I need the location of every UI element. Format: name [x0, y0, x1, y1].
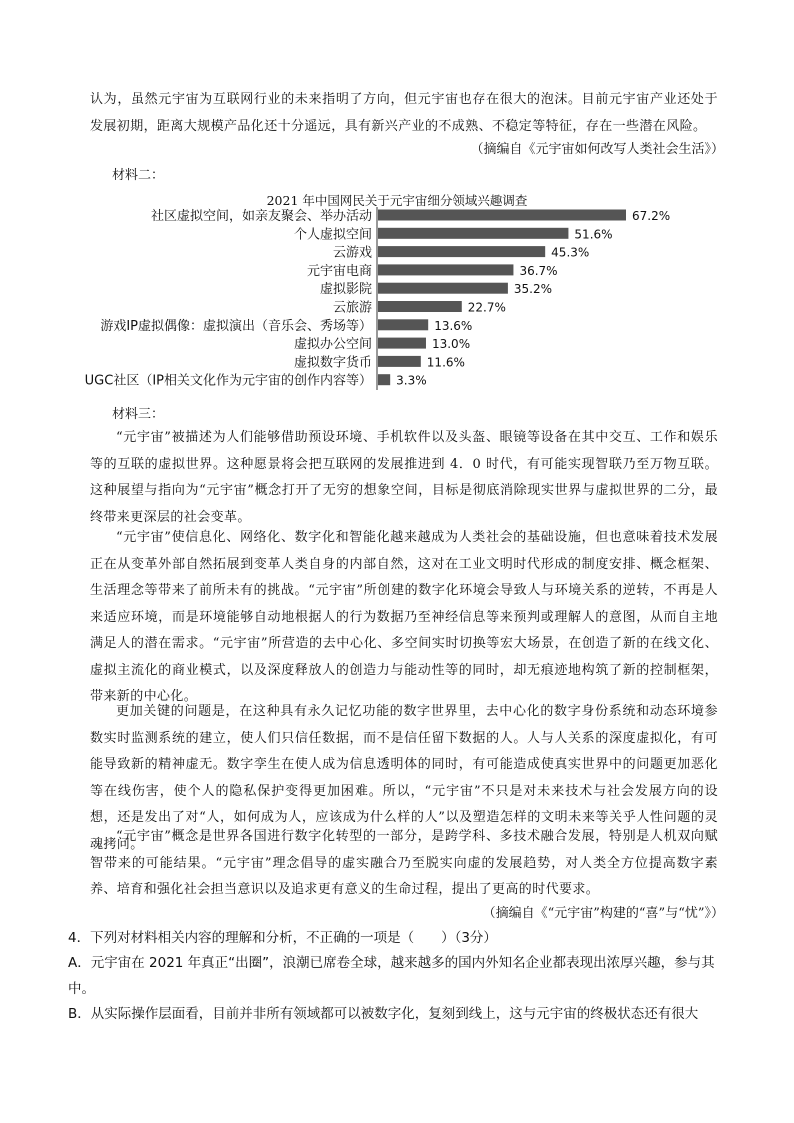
value-label: 13.0%	[431, 337, 471, 352]
chart-title: 2021 年中国网民关于元宇宙细分领域兴趣调查	[266, 193, 528, 208]
category-label: 虚拟影院	[319, 282, 372, 298]
bar	[378, 338, 426, 349]
material-3-label: 材料三：	[112, 407, 165, 422]
paragraph-3: 更加关键的问题是，在这种具有永久记忆功能的数字世界里，去中心化的数字身份系统和动态环境参数实时监测系统的建立，使人们只信任数据，而不是信任留下数据的人。人与人关系的深度虚拟化，有可能导致新的精神虚无。数字孪生在使人成为信息透明体的同时，有可能造成使真实世界中的问题更加恶化等在线伤害，使个人的隐私保护变得更加困难。所以，“元宇宙”不只是对未来技术与社会发展方向的设想，还是发出了对“人，如何成为人，应该成为什么样的人”以及塑造怎样的文明未来等关乎人性问题的灵魂拷问。	[90, 704, 718, 852]
bar	[378, 264, 513, 275]
category-label: UGC社区（IP相关文化作为元宇宙的创作内容等）	[84, 373, 372, 389]
question-4: 4．下列对材料相关内容的理解和分析，不正确的一项是（ ）（3分）	[68, 930, 497, 946]
bar	[378, 210, 626, 221]
bar	[378, 301, 462, 312]
value-label: 22.7%	[467, 300, 506, 315]
category-label: 元宇宙电商	[306, 263, 372, 279]
category-label: 虚拟办公空间	[293, 337, 372, 353]
value-label: 36.7%	[519, 263, 558, 278]
option-b: B．从实际操作层面看，目前并非所有领域都可以被数字化，复刻到线上，这与元宇宙的终极状态还有很大	[68, 1006, 699, 1022]
paragraph-4: “元宇宙”概念是世界各国进行数字化转型的一部分，是跨学科、多技术融合发展，特别是人机双向赋智带来的可能结果。“元宇宙”理念倡导的虚实融合乃至脱实向虚的发展趋势，对人类全方位提高数字素养、培育和强化社会担当意识以及追求更有意义的生命过程，提出了更高的时代要求。	[90, 829, 718, 897]
category-label: 虚拟数字货币	[293, 355, 372, 371]
paragraph-1: “元宇宙”被描述为人们能够借助预设环境、手机软件以及头盔、眼镜等设备在其中交互、工作和娱乐等的互联的虚拟世界。这种愿景将会把互联网的发展推进到 4．0 时代，有可能实现智联乃至万物互联。这种展望与指向为“元宇宙”概念打开了无穷的想象空间，目标是彻底消除现实世界与虚拟世界的二分，最终带来更深层的社会变革。	[90, 430, 718, 525]
value-label: 51.6%	[574, 227, 613, 242]
option-a: A．元宇宙在 2021 年真正“出圈”，浪潮已席卷全球，越来越多的国内外知名企业都表现出浓厚兴趣，参与其中。	[68, 955, 715, 997]
source-citation-1: （摘编自《元宇宙如何改写人类社会生活》）	[470, 142, 724, 157]
paragraph-top: 认为，虽然元宇宙为互联网行业的未来指明了方向，但元宇宙也存在很大的泡沫。目前元宇宙产业还处于发展初期，距离大规模产品化还十分遥远，具有新兴产业的不成熟、不稳定等特征，存在一些潜在风险。	[90, 92, 718, 134]
bar	[378, 319, 428, 330]
paragraph-2: “元宇宙”使信息化、网络化、数字化和智能化越来越成为人类社会的基础设施，但也意味着技术发展正在从变革外部自然拓展到变革人类自身的内部自然，这对在工业文明时代形成的制度安排、概念框架、生活理念等带来了前所未有的挑战。“元宇宙”所创建的数字化环境会导致人与环境关系的逆转，不再是人来适应环境，而是环境能够自动地根据人的行为数据乃至神经信息等来预判或理解人的意图，从而自主地满足人的潜在需求。“元宇宙”所营造的去中心化、多空间实时切换等宏大场景，在创造了新的在线文化、虚拟主流化的商业模式，以及深度释放人的创造力与能动性等的同时，却无痕迹地构筑了新的控制框架，带来新的中心化。	[90, 530, 718, 704]
source-citation-2: （摘编自《“元宇宙”构建的“喜”与“忧”》）	[482, 906, 724, 921]
value-label: 45.3%	[551, 245, 590, 260]
material-2-label: 材料二：	[112, 168, 165, 183]
value-label: 35.2%	[513, 282, 553, 297]
value-label: 67.2%	[632, 209, 671, 223]
category-label: 游戏IP虚拟偶像：虚拟演出（音乐会、秀场等）	[100, 318, 372, 334]
value-label: 13.6%	[434, 318, 473, 333]
bar	[378, 283, 508, 294]
category-label: 云游戏	[332, 245, 372, 261]
value-label: 11.6%	[426, 355, 465, 370]
bar	[378, 374, 390, 385]
bar	[378, 228, 568, 239]
bar	[378, 246, 545, 257]
interest-bar-chart	[0, 205, 794, 390]
value-label: 3.3%	[396, 373, 427, 388]
category-label: 个人虚拟空间	[293, 227, 372, 243]
category-label: 云旅游	[332, 300, 372, 316]
bar	[378, 356, 421, 367]
category-label: 社区虚拟空间，如亲友聚会、举办活动	[150, 209, 372, 224]
